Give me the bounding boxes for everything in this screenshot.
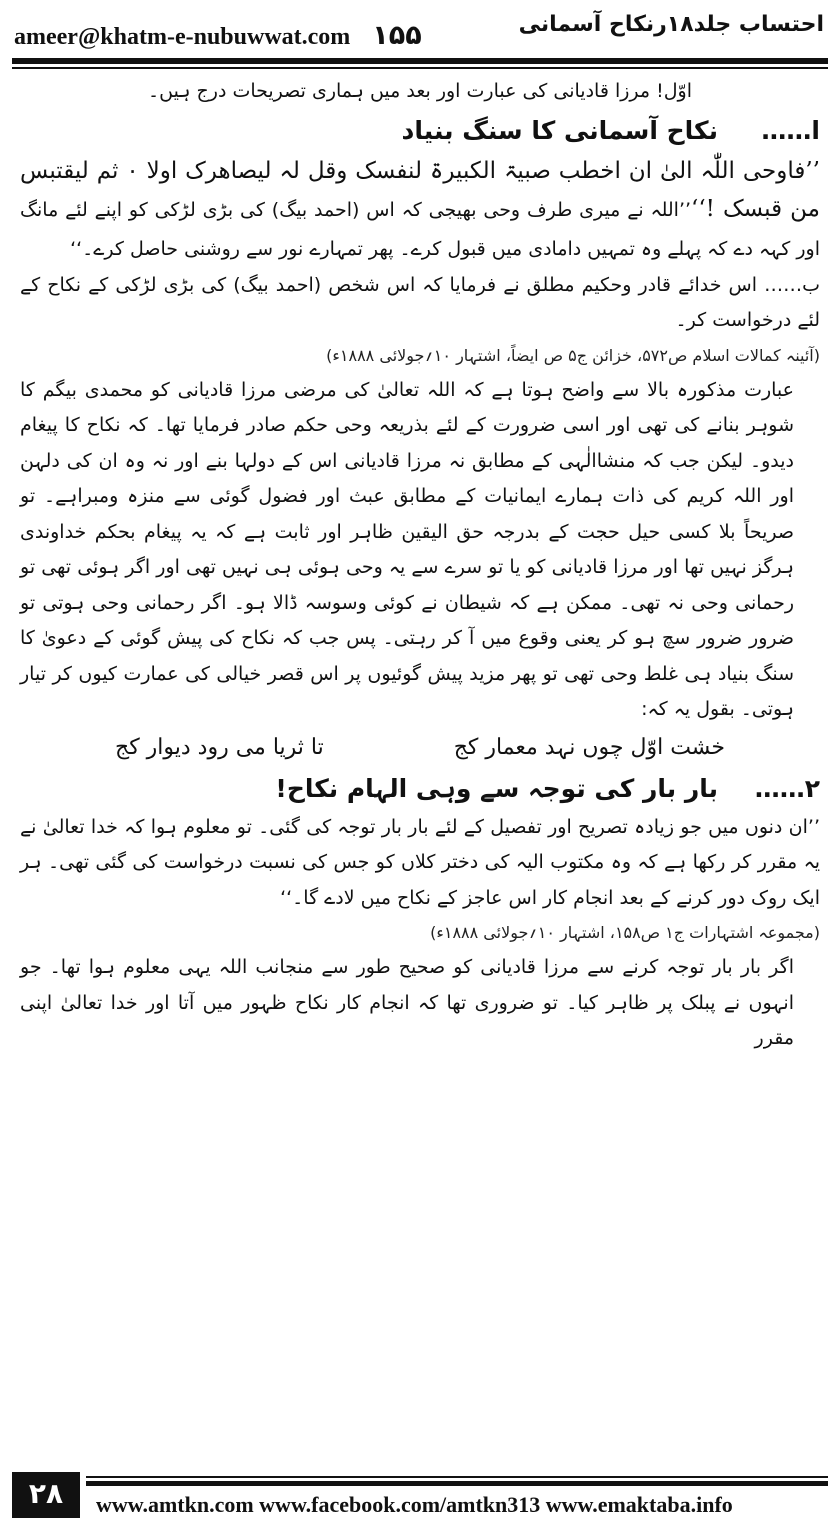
header-book-title: احتساب جلد۱۸رنکاح آسمانی (518, 12, 824, 37)
intro-line: اوّل! مرزا قادیانی کی عبارت اور بعد میں ہماری تصریحات درج ہیں۔ (148, 80, 692, 102)
quote-block-2: ’’ان دنوں میں جو زیادہ تصریح اور تفصیل کے لئے بار بار توجہ کی گئی۔ تو معلوم ہوا کہ خدا تعالیٰ نے یہ مقرر کر رکھا ہے کہ وہ مکتوب الیہ کی دختر کلاں کو جس کی نسبت درخواست کی گئی تھی۔ ہر ایک روک دور کرنے کے بعد انجام کار اس عاجز کے نکاح میں لادے گا۔‘‘ (20, 815, 820, 909)
reference-2: (مجموعہ اشتہارات ج۱ ص۱۵۸، اشتہار ۱۰؍جولائی ۱۸۸۸ء) (430, 923, 820, 942)
header-rule-thin (12, 67, 828, 69)
page-body (20, 74, 820, 1470)
footer-rule-thick (86, 1481, 828, 1486)
urdu-translation: ’’اللہ نے میری طرف وحی بھیجی کہ اس (احمد بیگ) کی بڑی لڑکی کو اپنے لئے مانگ اور کہہ دے کہ پہلے وہ تمہیں دامادی میں قبول کرے۔ پھر تمہارے نور سے روشنی حاصل کرے۔‘‘ (20, 198, 820, 260)
footer-rule-thin (86, 1476, 828, 1478)
arabic-quote: ’’فاوحی اللّٰہ الیٰ ان اخطب صبیۃ الکبیرۃ لنفسک وقل لہ لیصاھرک اولا ۰ ثم لیقتبس من قبسک !‘‘ (20, 157, 821, 222)
quote-block-1 (20, 152, 820, 268)
section-number: ا…… (761, 115, 820, 145)
verse-half-2: تا ثریا می رود دیوار کج (115, 734, 324, 760)
section-title: نکاح آسمانی کا سنگ بنیاد (401, 115, 718, 145)
section-number: ۲…… (754, 773, 820, 803)
persian-verse (20, 728, 820, 768)
section-heading-1 (20, 110, 820, 152)
section-heading-2 (20, 768, 820, 810)
header-left (14, 20, 422, 51)
header-rule-thick (12, 58, 828, 64)
main-paragraph: عبارت مذکورہ بالا سے واضح ہوتا ہے کہ اللہ تعالیٰ کی مرضی مرزا قادیانی کو محمدی بیگم کا شوہر بنانے کی تھی اور اسی ضرورت کے لئے بذریعہ وحی حکم صادر فرمایا تھا۔ کہ نکاح کا پیغام دیدو۔ لیکن جب کہ منشاالٰہی کے مطابق نہ مرزا قادیانی اس کے دولہا بنے اور نہ وہ ان کی دلہن اور اللہ کریم کی ذات ہمارے ایمانیات کے مطابق عبث اور فضول گوئی سے منزہ ومبراہے۔ تو صریحاً بلا کسی حیل حجت کے بدرجہ حق الیقین ظاہر اور ثابت ہے کہ یہ پیغام بحکم خداوندی ہرگز نہیں تھا اور مرزا قادیانی کو یا تو سرے سے یہ وحی ہوئی ہی نہیں تھی اور اگر ہوئی تھی تو رحمانی وحی نہ تھی۔ ممکن ہے کہ شیطان نے کوئی وسوسہ ڈالا ہو۔ اگر رحمانی وحی ہوتی تو ضرور ضرور سچ ہو کر یعنی وقوع میں آ کر رہتی۔ پس جب کہ نکاح کی پیش گوئی کے دعویٰ کا سنگ بنیاد ہی غلط وحی تھی تو پھر مزید پیش گوئیوں پر اس قصر خیالی کی عمارت کیوں کر تیار ہوتی۔ بقول یہ کہ: (20, 378, 794, 720)
header-email[interactable]: ameer@khatm-e-nubuwwat.com (14, 24, 351, 50)
verse-half-1: خشت اوّل چوں نہد معمار کج (453, 734, 726, 760)
page-header (0, 0, 840, 60)
reference-1: (آئینہ کمالات اسلام ص۵۷۲، خزائن ج۵ ص ایضاً، اشتہار ۱۰؍جولائی ۱۸۸۸ء) (326, 345, 820, 365)
footer-page-number: ۲۸ (12, 1472, 80, 1518)
page-footer (0, 1472, 840, 1540)
section-title: بار بار کی توجہ سے وہی الہام نکاح! (275, 773, 718, 803)
header-page-number: ۱۵۵ (372, 20, 422, 51)
footer-urls[interactable]: www.amtkn.com www.facebook.com/amtkn313 www.emaktaba.info (96, 1492, 733, 1517)
paragraph-b: ب…… اس خدائے قادر وحکیم مطلق نے فرمایا کہ اس شخص (احمد بیگ) کی بڑی لڑکی کے نکاح کے لئے درخواست کر۔ (20, 273, 820, 331)
last-paragraph: اگر بار بار توجہ کرنے سے مرزا قادیانی کو صحیح طور سے منجانب اللہ یہی معلوم ہوا تھا۔ جو انہوں نے پبلک پر ظاہر کیا۔ تو ضروری تھا کہ انجام کار نکاح ظہور میں آتا اور خدا تعالیٰ اپنی مقرر (20, 956, 794, 1049)
